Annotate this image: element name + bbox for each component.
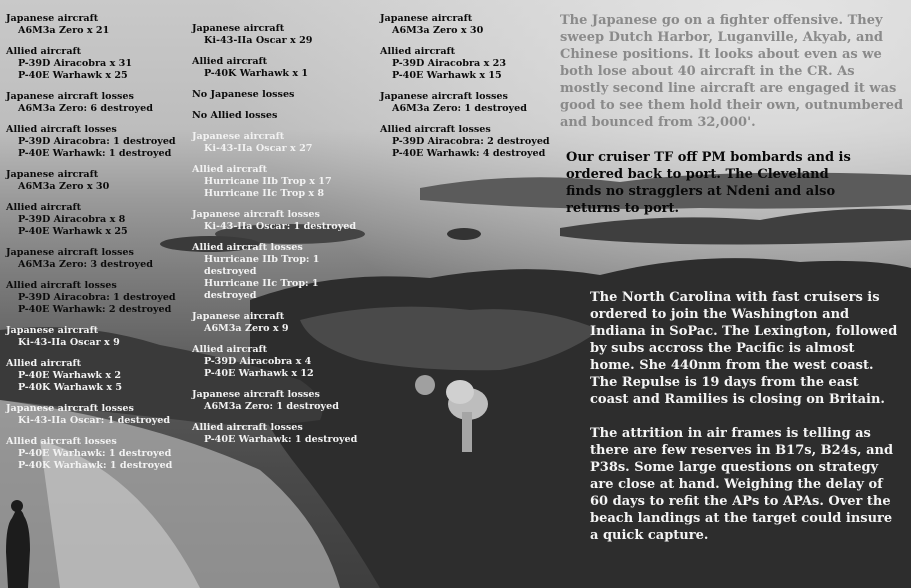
report-heading: Japanese aircraft losses: [6, 91, 134, 102]
report-block: [6, 202, 186, 238]
report-heading: Allied aircraft losses: [6, 436, 117, 447]
report-block: [6, 169, 186, 193]
narrative-fighter-offensive: The Japanese go on a fighter offensive. They sweep Dutch Harbor, Luganville, Akyab, and Chinese positions. It looks about even as we both lose about 40 aircraft in the CR. As mostly second line aircraft are engaged it was good to see them hold their own, outnumbered and bounced from 32,000'.: [560, 13, 904, 130]
report-heading: Allied aircraft: [192, 56, 268, 67]
report-heading: Japanese aircraft: [380, 13, 473, 24]
combat-report-column-1: [6, 13, 186, 481]
report-line: A6M3a Zero: 1 destroyed: [392, 103, 527, 114]
report-line: Hurricane IIb Trop: 1 destroyed: [204, 254, 320, 277]
report-block: [192, 131, 372, 155]
report-heading: Allied aircraft: [6, 358, 82, 369]
report-block: [192, 110, 372, 122]
report-block: [192, 344, 372, 380]
report-block: [380, 124, 560, 160]
report-line: A6M3a Zero: 1 destroyed: [204, 401, 339, 412]
report-heading: Japanese aircraft: [192, 131, 285, 142]
narrative-north-carolina: The North Carolina with fast cruisers is ordered to join the Washington and Indiana in SoPac. The Lexington, followed by subs accross the Pacific is almost home. She 440nm from the west coast. The Repulse is 19 days from the east coast and Ramilies is closing on Britain.: [590, 290, 898, 407]
report-heading: Japanese aircraft losses: [380, 91, 508, 102]
report-line: Ki-43-IIa Oscar x 27: [204, 143, 313, 154]
report-block: [192, 311, 372, 335]
report-line: Hurricane IIc Trop x 8: [204, 188, 325, 199]
report-block: [6, 124, 186, 160]
report-heading: Japanese aircraft losses: [192, 389, 320, 400]
report-line: A6M3a Zero x 30: [18, 181, 110, 192]
report-line: P-40E Warhawk: 1 destroyed: [18, 148, 172, 159]
report-heading: Japanese aircraft: [6, 325, 99, 336]
report-heading: Japanese aircraft: [192, 23, 285, 34]
report-block: [192, 89, 372, 101]
report-line: P-39D Airacobra x 23: [392, 58, 507, 69]
report-heading: Allied aircraft losses: [6, 124, 117, 135]
report-line: P-40E Warhawk: 4 destroyed: [392, 148, 546, 159]
report-line: A6M3a Zero x 9: [204, 323, 289, 334]
report-line: P-40K Warhawk: 1 destroyed: [18, 460, 173, 471]
report-heading: Japanese aircraft: [192, 311, 285, 322]
narrative-cruiser-tf: Our cruiser TF off PM bombards and is ordered back to port. The Cleveland finds no stragglers at Ndeni and also returns to port.: [566, 150, 851, 216]
report-line: A6M3a Zero x 21: [18, 25, 110, 36]
report-line: P-40E Warhawk x 25: [18, 226, 128, 237]
report-block: [6, 280, 186, 316]
report-block: [6, 13, 186, 37]
report-heading: Japanese aircraft losses: [6, 403, 134, 414]
report-line: P-39D Airacobra x 4: [204, 356, 312, 367]
report-heading: Allied aircraft: [6, 46, 82, 57]
report-heading: Allied aircraft losses: [192, 422, 303, 433]
report-line: P-40E Warhawk x 25: [18, 70, 128, 81]
report-line: A6M3a Zero: 3 destroyed: [18, 259, 153, 270]
report-heading: Allied aircraft: [192, 344, 268, 355]
report-block: [6, 325, 186, 349]
report-line: P-39D Airacobra x 8: [18, 214, 126, 225]
report-heading: Allied aircraft losses: [380, 124, 491, 135]
report-block: [380, 13, 560, 37]
report-line: Hurricane IIc Trop: 1 destroyed: [204, 278, 319, 301]
report-block: [192, 209, 372, 233]
report-heading: No Japanese losses: [192, 89, 295, 100]
report-block: [192, 164, 372, 200]
report-line: P-39D Airacobra: 2 destroyed: [392, 136, 550, 147]
report-heading: Allied aircraft: [6, 202, 82, 213]
report-line: P-40E Warhawk x 2: [18, 370, 122, 381]
report-line: A6M3a Zero: 6 destroyed: [18, 103, 153, 114]
report-line: P-40E Warhawk: 2 destroyed: [18, 304, 172, 315]
report-heading: Allied aircraft: [380, 46, 456, 57]
report-block: [380, 91, 560, 115]
report-line: Ki-43-IIa Oscar x 29: [204, 35, 313, 46]
report-block: [192, 23, 372, 47]
report-block: [192, 422, 372, 446]
report-line: Ki-43-IIa Oscar x 9: [18, 337, 120, 348]
report-line: P-40E Warhawk x 12: [204, 368, 314, 379]
report-heading: Allied aircraft losses: [6, 280, 117, 291]
report-heading: Japanese aircraft losses: [192, 209, 320, 220]
narrative-attrition: The attrition in air frames is telling as there are few reserves in B17s, B24s, and P38s. Some large questions on strategy are close at hand. Weighing the delay of 60 days to refit the APs to APAs. Over the beach landings at the target could insure a quick capture.: [590, 426, 894, 543]
report-line: Hurricane IIb Trop x 17: [204, 176, 332, 187]
report-block: [192, 56, 372, 80]
report-block: [380, 46, 560, 82]
report-line: P-40K Warhawk x 5: [18, 382, 123, 393]
report-line: P-40K Warhawk x 1: [204, 68, 309, 79]
report-block: [6, 91, 186, 115]
combat-report-column-3: [380, 13, 560, 169]
report-heading: No Allied losses: [192, 110, 278, 121]
report-block: [6, 436, 186, 472]
report-line: P-39D Airacobra: 1 destroyed: [18, 292, 176, 303]
report-heading: Japanese aircraft: [6, 13, 99, 24]
report-block: [6, 403, 186, 427]
report-block: [192, 242, 372, 302]
report-block: [6, 358, 186, 394]
report-block: [6, 247, 186, 271]
combat-report-column-2: [192, 23, 372, 455]
report-line: P-39D Airacobra x 31: [18, 58, 133, 69]
report-line: P-40E Warhawk x 15: [392, 70, 502, 81]
report-block: [6, 46, 186, 82]
report-block: [192, 389, 372, 413]
report-line: Ki-43-IIa Oscar: 1 destroyed: [204, 221, 357, 232]
report-line: A6M3a Zero x 30: [392, 25, 484, 36]
report-heading: Allied aircraft losses: [192, 242, 303, 253]
report-line: P-40E Warhawk: 1 destroyed: [204, 434, 358, 445]
report-heading: Japanese aircraft: [6, 169, 99, 180]
report-line: P-40E Warhawk: 1 destroyed: [18, 448, 172, 459]
report-heading: Allied aircraft: [192, 164, 268, 175]
narrative-fleet-movements: [590, 289, 900, 561]
report-heading: Japanese aircraft losses: [6, 247, 134, 258]
report-line: P-39D Airacobra: 1 destroyed: [18, 136, 176, 147]
report-line: Ki-43-IIa Oscar: 1 destroyed: [18, 415, 171, 426]
